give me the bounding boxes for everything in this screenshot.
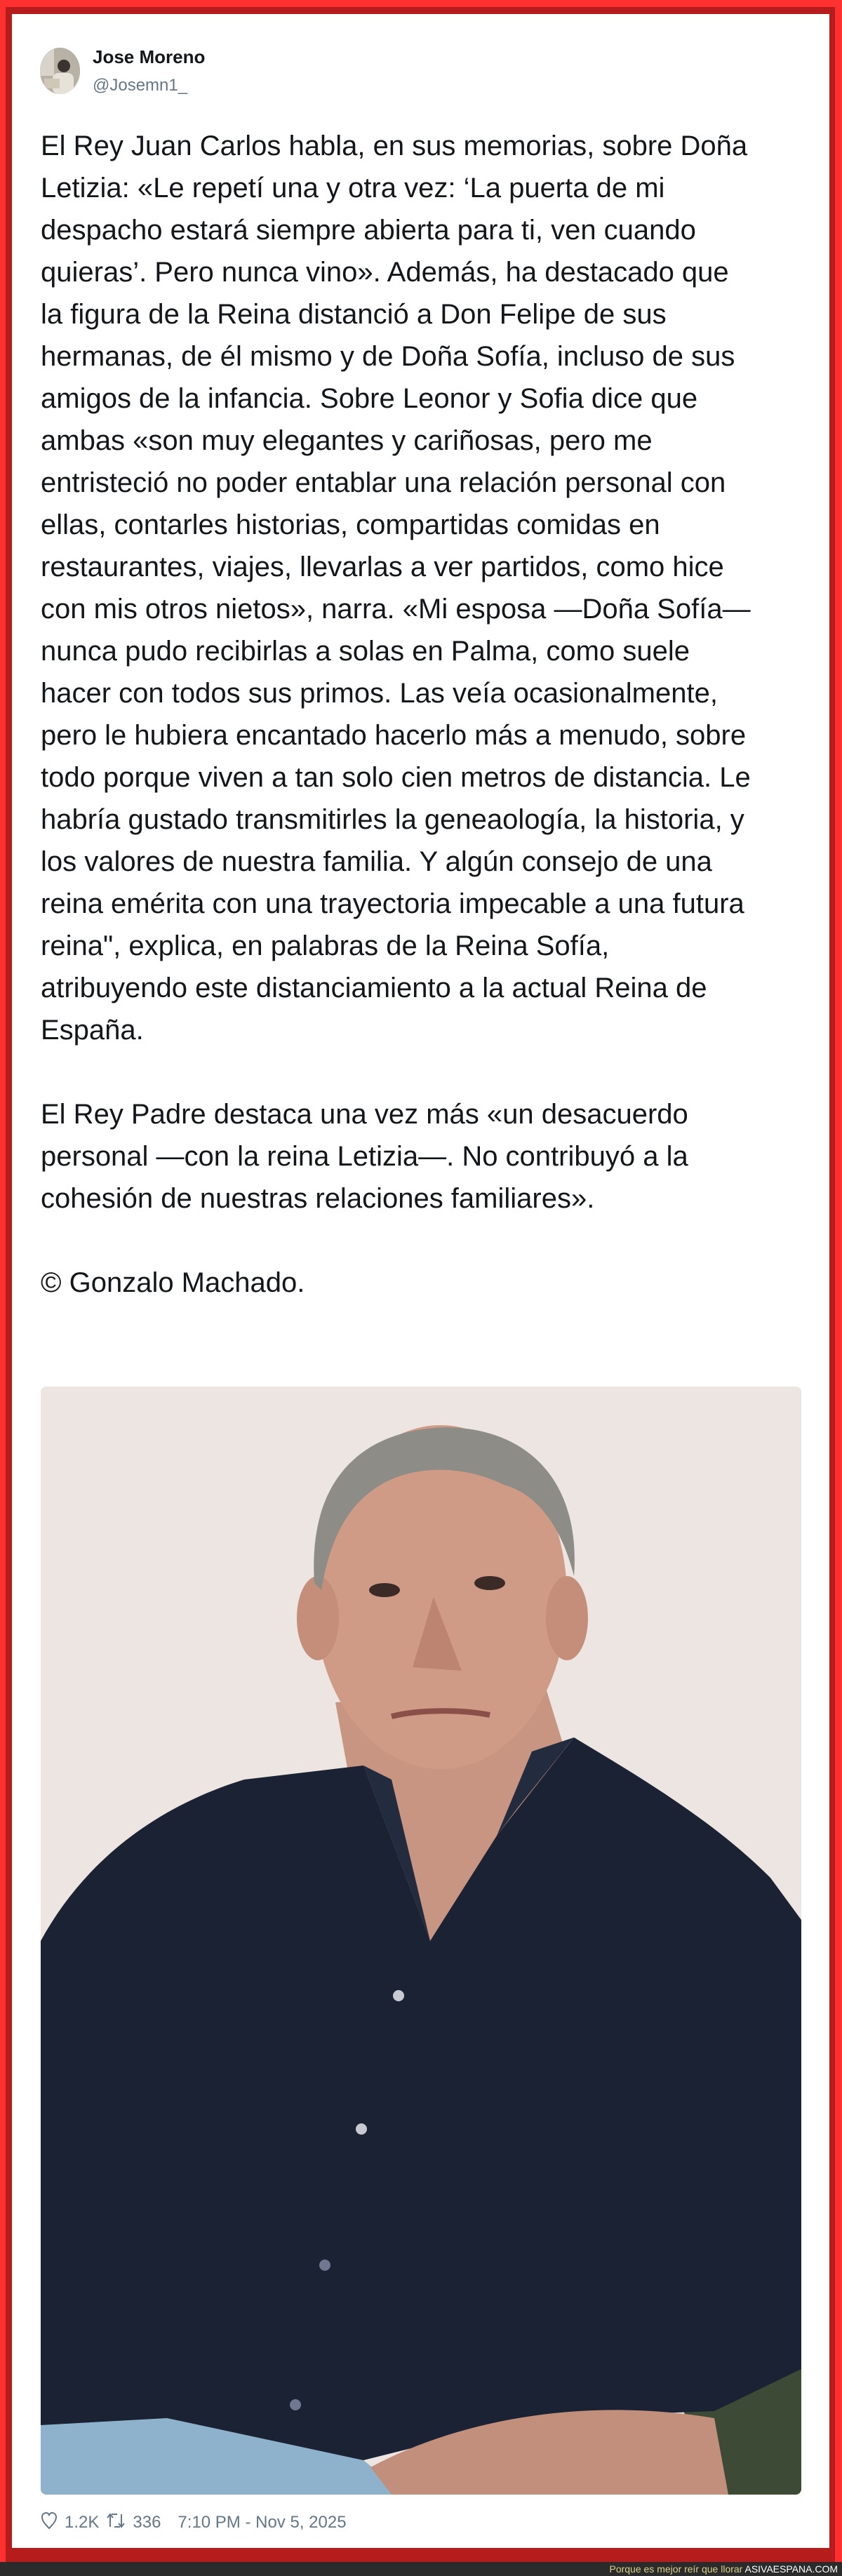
tweet-text-line: Letizia: «Le repetí una y otra vez: ‘La puerta de mi xyxy=(41,173,665,203)
tweet-text-line: reina emérita con una trayectoria impecable a una futura xyxy=(41,888,744,919)
avatar-photo xyxy=(40,48,80,94)
like-count: 1.2K xyxy=(65,2513,100,2532)
tweet-text-line: amigos de la infancia. Sobre Leonor y Sofia dice que xyxy=(41,383,698,414)
retweet-count: 336 xyxy=(133,2513,161,2532)
author-name[interactable]: Jose Moreno xyxy=(93,46,206,67)
tweet-text-line: todo porque viven a tan solo cien metros de distancia. Le xyxy=(41,762,751,793)
avatar[interactable] xyxy=(40,48,80,94)
footer-slogan: Porque es mejor reír que llorar xyxy=(609,2563,743,2575)
tweet-text-line: El Rey Padre destaca una vez más «un desacuerdo xyxy=(41,1099,688,1130)
heart-icon[interactable] xyxy=(41,2511,58,2535)
tweet-text-line: ellas, contarles historias, compartidas comidas en xyxy=(41,509,660,540)
tweet-meta xyxy=(41,2509,354,2537)
timestamp[interactable]: 7:10 PM - Nov 5, 2025 xyxy=(178,2513,347,2532)
author-handle[interactable]: @Josemn1_ xyxy=(93,76,188,95)
tweet-text-line: España. xyxy=(41,1015,144,1046)
tweet-text-line: nunca pudo recibirlas a solas en Palma, como suele xyxy=(41,636,690,667)
tweet-text-line: El Rey Juan Carlos habla, en sus memorias, sobre Doña xyxy=(41,131,748,161)
tweet-text-line: reina", explica, en palabras de la Reina Sofía, xyxy=(41,930,610,961)
footer-site-link[interactable]: ASIVAESPANA.COM xyxy=(744,2563,838,2575)
tweet-text-line: la figura de la Reina distanció a Don Felipe de sus xyxy=(41,299,667,330)
tweet-text-line: restaurantes, viajes, llevarlas a ver partidos, como hice xyxy=(41,552,724,582)
tweet-card xyxy=(12,14,829,2548)
tweet-text-line: los valores de nuestra familia. Y algún consejo de una xyxy=(41,846,712,877)
portrait-image xyxy=(41,1387,801,2495)
site-footer xyxy=(0,2562,842,2576)
paragraph-gap xyxy=(41,1051,820,1093)
tweet-text-line: quieras’. Pero nunca vino». Además, ha destacado que xyxy=(41,257,729,288)
tweet-text-line: personal —con la reina Letizia—. No contribuyó a la xyxy=(41,1141,688,1172)
tweet-text-line: ambas «son muy elegantes y cariñosas, pero me xyxy=(41,425,653,456)
tweet-text-line: despacho estará siempre abierta para ti, ven cuando xyxy=(41,215,696,246)
tweet-text xyxy=(41,125,820,1304)
tweet-text-line: © Gonzalo Machado. xyxy=(41,1267,305,1298)
tweet-text-line: entristeció no poder entablar una relación personal con xyxy=(41,467,726,498)
tweet-text-line: cohesión de nuestras relaciones familiares». xyxy=(41,1183,595,1214)
tweet-text-line: atribuyendo este distanciamiento a la actual Reina de xyxy=(41,973,707,1003)
tweet-text-line: hermanas, de él mismo y de Doña Sofía, incluso de sus xyxy=(41,341,735,372)
tweet-text-line: con mis otros nietos», narra. «Mi esposa —Doña Sofía— xyxy=(41,594,751,625)
tweet-text-line: habría gustado transmitirles la geneaología, la historia, y xyxy=(41,804,744,835)
tweet-photo[interactable] xyxy=(41,1387,801,2495)
paragraph-gap xyxy=(41,1220,820,1262)
tweet-text-line: pero le hubiera encantado hacerlo más a menudo, sobre xyxy=(41,720,747,751)
retweet-icon[interactable] xyxy=(106,2511,126,2535)
tweet-text-line: hacer con todos sus primos. Las veía ocasionalmente, xyxy=(41,678,718,709)
